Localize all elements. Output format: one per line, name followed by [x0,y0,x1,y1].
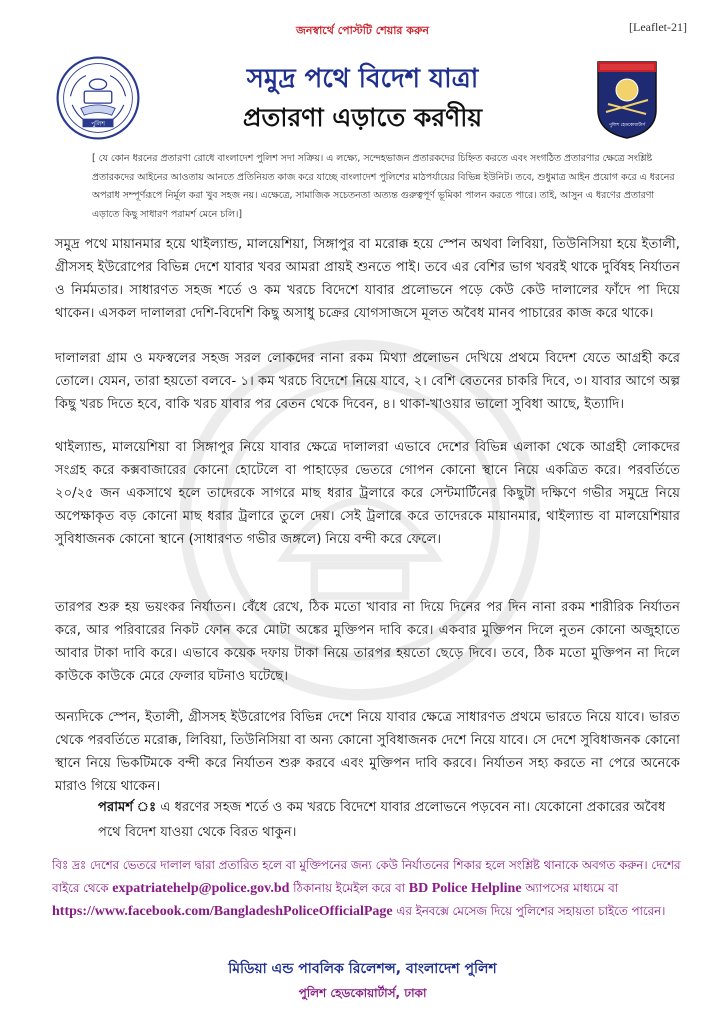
help-email-link[interactable]: expatriatehelp@police.gov.bd [112,881,290,896]
leaflet-number: [Leaflet-21] [629,20,687,34]
page-title: সমুদ্র পথে বিদেশ যাত্রা [246,64,479,94]
note-text-4: এর ইনবক্সে মেসেজ দিয়ে পুলিশের সহায়তা চাইতে পারেন। [392,904,666,918]
note-text-2: ঠিকানায় ইমেইল করে বা [289,881,409,895]
shield-caption: পুলিশ হেডকোয়ার্টার্স [608,123,646,128]
advice-label: পরামর্শ ঃ [98,800,157,815]
advice-text: এ ধরণের সহজ শর্তে ও কম খরচে বিদেশে যাবার প্রলোভনে পড়বেন না। যেকোনো প্রকারের অবৈধ পথে বিদেশ যাওয়া থেকে বিরত থাকুন। [98,800,666,840]
page-subtitle: প্রতারণা এড়াতে করণীয় [242,103,483,132]
paragraph-5: অন্যদিকে স্পেন, ইতালী, গ্রীসসহ ইউরোপের বিভিন্ন দেশে নিয়ে যাবার ক্ষেত্রে সাধারণত প্রথমে ভারতে নিয়ে যাবে। ভারত থেকে পরবর্তিতে মরোক্ক, লিবিয়া, তিউনিসিয়া বা অন্য কোনো সুবিধাজনক দেশে নিয়ে যাবে। সে দেশে সুবিধাজনক কোনো স্থানে নিয়ে ভিকটিমকে বন্দী করে নির্যাতন শুরু করবে এবং মুক্তিপন দাবি করবে। নির্যাতন সহ্য করতে না পেরে অনেকে মারাও গিয়ে থাকেন। [55,710,680,794]
helpline-app-name: BD Police Helpline [408,881,522,896]
footer-organization: মিডিয়া এন্ড পাবলিক রিলেশন্স, বাংলাদেশ পুলিশ [228,961,497,977]
paragraph-3: থাইল্যান্ড, মালয়েশিয়া বা সিঙ্গাপুর নিয়ে যাবার ক্ষেত্রে দালালরা এভাবে দেশের বিভিন্ন এলাকা থেকে আগ্রহী লোকদের সংগ্রহ করে কক্সবাজারের কোনো হোটেলে বা পাহাড়ের ভেতরে গোপন কোনো স্থানে নিয়ে একত্রিত করে। পরবর্তিতে ২০/২৫ জন একসাথে হলে তাদেরকে সাগরে মাছ ধরার ট্রলারে করে সেন্টমার্টিনের কিছুটা দক্ষিণে গভীর সমুদ্রে নিয়ে অপেক্ষাকৃত বড় কোনো মাছ ধরার ট্রলারে তুলে দেয়। সেই ট্রলারে করে তাদেরকে মায়ানমার, থাইল্যান্ড বা মালয়েশিয়ার সুবিধাজনক কোনো স্থানে (সাধারণত গভীর জঙ্গলে) নিয়ে বন্দী করে ফেলে। [55,440,680,547]
note-text-3: অ্যাপসের মাধ্যমে বা [521,881,619,895]
share-note: জনস্বার্থে পোস্টটি শেয়ার করুন [296,24,429,37]
intro-paragraph: [ যে কোন ধরনের প্রতারণা রোধে বাংলাদেশ পুলিশ সদা সক্রিয়। এ লক্ষ্যে, সন্দেহভাজন প্রতারকদের চিহ্নিত করতে এবং সংগঠিত প্রতারণার ক্ষেত্রে সংশ্লিষ্ট প্রতারকদের আইনের আওতায় আনতে প্রতিনিয়ত কাজ করে যাচ্ছে বাংলাদেশ পুলিশের মাঠপর্যায়ের বিভিন্ন ইউনিট। তবে, শুধুমাত্র আইন প্রয়োগ করে এ ধরনের অপরাধ সম্পূর্ণরূপে নির্মূল করা খুব সহজ নয়। এক্ষেত্রে, সামাজিক সচেতনতা অত্যন্ত গুরুত্বপূর্ণ ভূমিকা পালন করতে পারে। তাই, আসুন এ ধরণের প্রতারণা এড়াতে কিছু সাধারণ পরামর্শ মেনে চলি।] [92,153,675,220]
paragraph-2: দালালরা গ্রাম ও মফস্বলের সহজ সরল লোকদের নানা রকম মিথ্যা প্রলোভন দেখিয়ে প্রথমে বিদেশ যেতে আগ্রহী করে তোলে। যেমন, তারা হয়তো বলবে- ১। কম খরচে বিদেশে নিয়ে যাবে, ২। বেশি বেতনের চাকরি দিবে, ৩। যাবার আগে অল্প কিছু খরচ দিতে হবে, বাকি খরচ যাবার পর বেতন থেকে দিবেন, ৪। থাকা-খাওয়ার ভালো সুবিধা আছে, ইত্যাদি। [55,351,680,412]
help-note [52,854,682,923]
note-text-1: বিঃ দ্রঃ দেশের ভেতরে দালাল দ্বারা প্রতারিত হলে বা মুক্তিপনের জন্য কেউ নির্যাতনের শিকার হলে সংশ্লিষ্ট থানাকে অবগত করুন। দেশের বাইরে থেকে [52,858,681,895]
paragraph-4: তারপর শুরু হয় ভয়ংকর নির্যাতন। বেঁধে রেখে, ঠিক মতো খাবার না দিয়ে দিনের পর দিন নানা রকম শারীরিক নির্যাতন করে, আর পরিবারের নিকট ফোন করে মোটা অঙ্কের মুক্তিপন দাবি করে। একবার মুক্তিপন দিলে নুতন কোনো অজুহাতে আবার টাকা দাবি করে। এভাবে কয়েক দফায় টাকা নিয়ে তারপর হয়তো ছেড়ে দিবে। তবে, ঠিক মতো মুক্তিপন না দিলে কাউকে কাউকে মেরে ফেলার ঘটনাও ঘটেছে। [55,600,680,684]
logo-caption: পুলিশ [91,120,105,128]
footer-address: পুলিশ হেডকোয়ার্টার্স, ঢাকা [298,986,427,1000]
advice-section [98,795,678,845]
facebook-page-link[interactable]: https://www.facebook.com/BangladeshPoliceOfficialPage [52,904,393,919]
paragraph-1: সমুদ্র পথে মায়ানমার হয়ে থাইল্যান্ড, মালয়েশিয়া, সিঙ্গাপুর বা মরোক্ক হয়ে স্পেন অথবা লিবিয়া, তিউনিসিয়া হয়ে ইতালী, গ্রীসসহ ইউরোপের বিভিন্ন দেশে যাবার খবর আমরা প্রায়ই শুনতে পাই। তবে এর বেশির ভাগ খবরই থাকে দুর্বিষহ নির্যাতন ও নির্মমতার। সাধারণত সহজ শর্তে ও কম খরচে বিদেশে যাবার প্রলোভনে পড়ে কেউ কেউ দালালের ফাঁদে পা দিয়ে থাকেন। এসকল দালালরা দেশি-বিদেশি কিছু অসাধু চক্রের যোগসাজসে মূলত অবৈধ মানব পাচারের কাজ করে থাকে। [55,237,680,321]
